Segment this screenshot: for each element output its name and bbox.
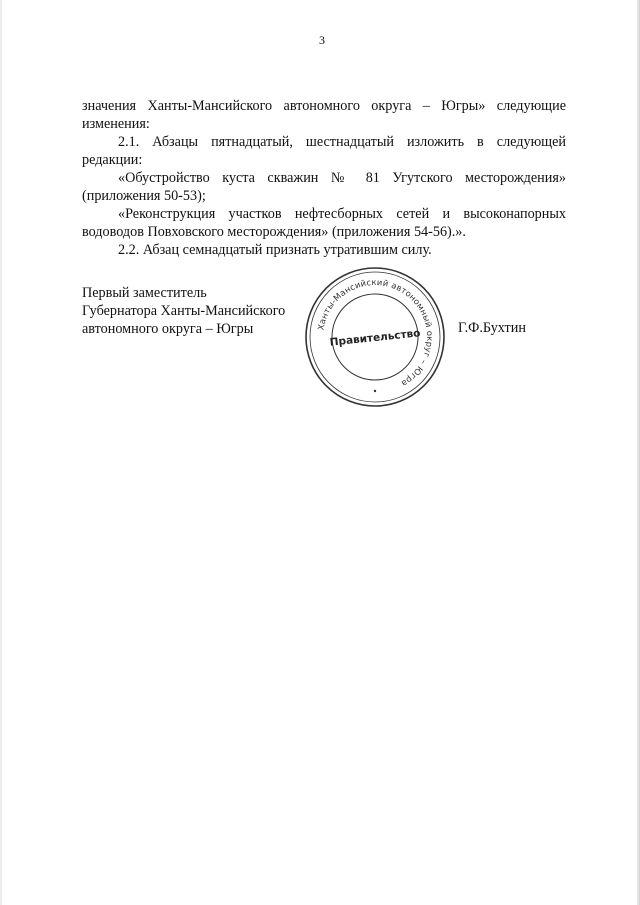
paragraph-item-2-1: 2.1. Абзацы пятнадцатый, шестнадцатый изложить в следующей редакции: (82, 134, 566, 168)
paragraph-item-2-2: 2.2. Абзац семнадцатый признать утратившим силу. (118, 242, 432, 258)
signatory-title-line: Губернатора Ханты-Мансийского (82, 303, 286, 319)
official-seal-stamp (303, 265, 447, 409)
paragraph-quote-1: «Обустройство куста скважин № 81 Угутского месторождения» (приложения 50-53); (82, 170, 566, 204)
svg-text:Ханты-Мансийский автономный ок: Ханты-Мансийский автономный округ – Югра (315, 276, 436, 389)
signatory-title-line: автономного округа – Югры (82, 321, 254, 337)
paragraph-quote-2: «Реконструкция участков нефтесборных сетей и высоконапорных водоводов Повховского месторождения» (приложения 54-56).». (82, 206, 566, 240)
scan-edge-left (0, 0, 2, 905)
seal-center-text: Правительство (329, 327, 422, 349)
signatory-title (82, 284, 285, 338)
paragraph-intro: значения Ханты-Мансийского автономного округа – Югры» следующие изменения: (82, 98, 566, 132)
seal-star-mark (374, 390, 376, 392)
page-number: 3 (319, 33, 325, 47)
signatory-title-line: Первый заместитель (82, 285, 207, 301)
document-body (82, 97, 566, 259)
signatory-name: Г.Ф.Бухтин (458, 320, 526, 336)
